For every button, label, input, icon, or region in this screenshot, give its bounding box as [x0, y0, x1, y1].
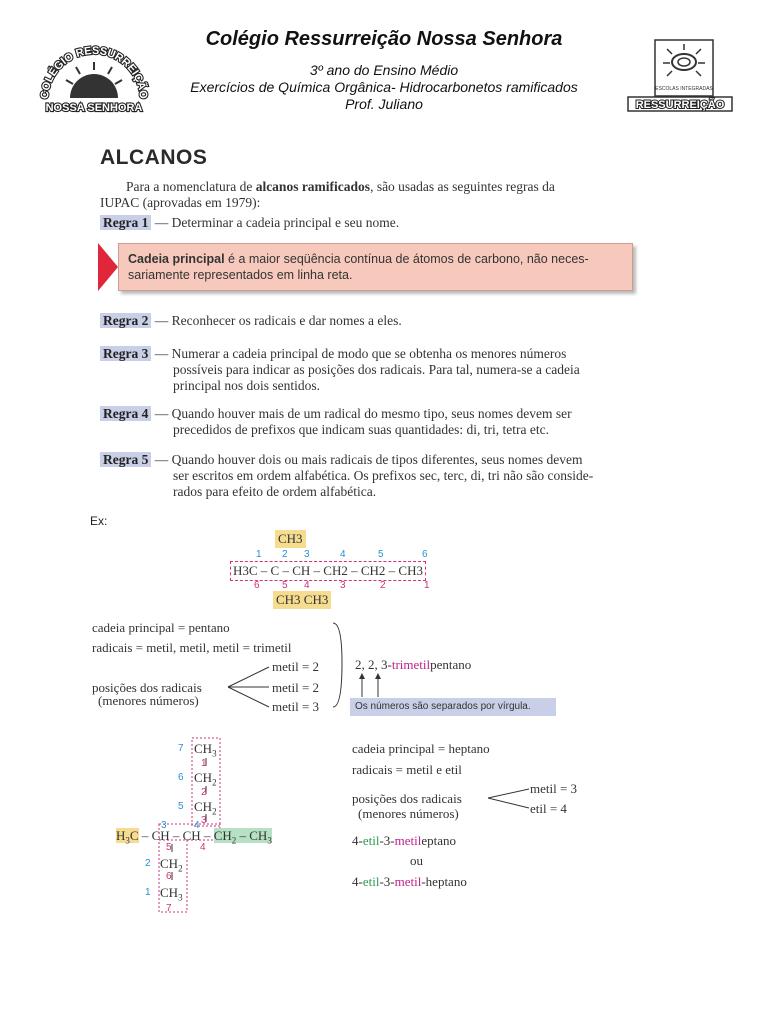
ex2-name2-b: etil: [362, 874, 380, 889]
ex2-cadeia: cadeia principal = heptano: [352, 741, 490, 756]
definition-arrow: [98, 243, 120, 296]
ex2-name1-b: etil: [362, 833, 380, 848]
rule-3: [100, 346, 660, 394]
intro-b: , são usadas as seguintes regras da: [370, 179, 555, 194]
intro-a: Para a nomenclatura de: [126, 179, 256, 194]
ex2-pos-1: metil = 3: [530, 781, 578, 796]
ex1-pos-2: metil = 2: [272, 680, 320, 695]
ex2-pnum: 4: [200, 842, 206, 853]
ex2-name1-e: eptano: [421, 833, 456, 848]
rule-1: [100, 215, 645, 231]
ex2-name2-a: 4-: [352, 874, 363, 889]
grade-line: 3º ano do Ensino Médio: [309, 62, 459, 78]
ex1-pink-num: 3: [340, 580, 346, 591]
ex1-pink-num: 2: [380, 580, 386, 591]
ex2-name-1: [352, 833, 456, 849]
ex1-note: Os números são separados por vírgula.: [350, 698, 556, 716]
ex1-pink-num: 5: [282, 580, 288, 591]
rule-3-label: Regra 3: [100, 346, 151, 361]
ex2-num: 5: [178, 801, 184, 812]
ex1-up-arrows: [356, 673, 386, 699]
ex2-pnum: 2: [201, 787, 207, 798]
rule-1-text: — Determinar a cadeia principal e seu nome.: [154, 215, 400, 230]
intro-bold: alcanos ramificados: [255, 179, 371, 194]
ex2-structure-frame: [110, 736, 310, 918]
example-label: Ex:: [90, 514, 108, 528]
ex2-name2-c: -3-: [379, 874, 395, 889]
rule-5-line3: rados para efeito de ordem alfabética.: [173, 484, 377, 499]
ex2-pnum: 7: [166, 903, 172, 914]
ex2-ch2-c: $CH_2$: [160, 856, 183, 874]
ex2-num: 4: [194, 820, 200, 831]
left-logo-top-text: COLÉGIO RESSURREIÇÃO: [38, 44, 150, 100]
ex2-pos-2: etil = 4: [530, 801, 567, 816]
rule-2-text: — Reconhecer os radicais e dar nomes a eles.: [154, 313, 402, 328]
ex1-radicais: radicais = metil, metil, metil = trimetil: [92, 640, 292, 655]
rule-4: [100, 406, 660, 438]
ex1-pink-num: 6: [254, 580, 260, 591]
rule-4-label: Regra 4: [100, 406, 151, 421]
school-name: Colégio Ressurreição Nossa Senhora: [205, 28, 563, 50]
ex1-blue-num: 4: [340, 549, 346, 560]
subject-line: Exercícios de Química Orgânica- Hidrocarbonetos ramificados: [190, 79, 578, 95]
right-logo-label: RESSURREIÇÃO: [635, 99, 725, 111]
intro-paragraph: [100, 179, 640, 211]
ex2-pnum: 6: [166, 871, 172, 882]
rule-3-line2: possíveis para indicar as posições dos radicais. Para tal, numera-se a cadeia: [173, 362, 580, 377]
rule-4-line1: — Quando houver mais de um radical do mesmo tipo, seus nomes devem ser: [154, 406, 572, 421]
ex1-blue-num: 5: [378, 549, 384, 560]
right-logo: [625, 38, 735, 116]
ex2-pos-sub: (menores números): [358, 806, 459, 821]
ex1-blue-num: 3: [304, 549, 310, 560]
ex2-connectors: [486, 786, 531, 812]
rule-4-line2: precedidos de prefixos que indicam suas quantidades: di, tri, tetra etc.: [173, 422, 550, 437]
ex1-pink-num: 4: [304, 580, 310, 591]
rule-5-line1: — Quando houver dois ou mais radicais de tipos diferentes, seus nomes devem: [154, 452, 583, 467]
ex2-num: 3: [161, 820, 167, 831]
definition-text: [128, 251, 628, 283]
right-logo-small-text: ESCOLAS INTEGRADAS: [655, 86, 713, 92]
ex2-name1-a: 4-: [352, 833, 363, 848]
ex1-connectors: [225, 615, 360, 715]
ex2-radicais: radicais = metil e etil: [352, 762, 462, 777]
ex2-name1-c: -3-: [379, 833, 395, 848]
ex2-num: 6: [178, 772, 184, 783]
ex2-pnum: 3: [201, 815, 207, 826]
ex2-ch2-a: $CH_2$: [194, 770, 217, 788]
ex2-num: 7: [178, 743, 184, 754]
ex2-pnum: 5: [166, 842, 172, 853]
section-title: ALCANOS: [100, 146, 208, 169]
ex2-ch2-b: $CH_2$: [194, 799, 217, 817]
ex2-ch3-top: $CH_3$: [194, 741, 217, 759]
rule-5-label: Regra 5: [100, 452, 151, 467]
ex2-ch3-bottom: $CH_3$: [160, 885, 183, 903]
ex2-name-2: [352, 874, 467, 890]
ex1-cadeia: cadeia principal = pentano: [92, 620, 230, 635]
left-logo-bottom-text: NOSSA SENHORA: [45, 102, 143, 114]
ex2-name1-d: metil: [394, 833, 422, 848]
ex1-pos-3: metil = 3: [272, 699, 320, 714]
ex2-ou: ou: [410, 853, 423, 868]
intro-c: IUPAC (aprovadas em 1979):: [100, 195, 261, 210]
ex1-blue-num: 2: [282, 549, 288, 560]
ex1-pink-num: 1: [424, 580, 430, 591]
definition-line2: sariamente representados em linha reta.: [128, 268, 353, 282]
ex1-pink-numbers: [230, 580, 450, 592]
ex2-num: 1: [145, 887, 151, 898]
rule-1-label: Regra 1: [100, 215, 151, 230]
ex1-blue-num: 1: [256, 549, 262, 560]
ex2-name2-e: -heptano: [421, 874, 467, 889]
ex1-bottom-groups: CH3 CH3: [273, 591, 331, 609]
rule-2-label: Regra 2: [100, 313, 151, 328]
ex1-top-group: CH3: [275, 530, 306, 548]
rule-3-line3: principal nos dois sentidos.: [173, 378, 320, 393]
ex1-name-suffix: pentano: [430, 657, 472, 672]
ex1-name-prefix: 2, 2, 3-: [355, 657, 392, 672]
ex1-pos-1: metil = 2: [272, 659, 320, 674]
ex1-blue-numbers: [230, 549, 450, 561]
ex1-main-chain: H3C – C – CH – CH2 – CH2 – CH3: [230, 561, 426, 581]
ex1-name: [355, 657, 471, 673]
ex1-name-mid: trimetil: [391, 657, 431, 672]
rule-5-line2: ser escritos em ordem alfabética. Os prefixos sec, terc, di, tri não são conside-: [173, 468, 594, 483]
rule-5: [100, 452, 660, 500]
ex2-pnum: 1: [201, 758, 207, 769]
ex1-pos-label: posições dos radicais: [92, 680, 202, 695]
ex1-blue-num: 6: [422, 549, 428, 560]
ex1-pos-sub: (menores números): [98, 693, 199, 708]
definition-line1: é a maior seqüência contínua de átomos de carbono, não neces-: [224, 252, 589, 266]
teacher-line: Prof. Juliano: [345, 96, 423, 112]
ex2-name2-d: metil: [394, 874, 422, 889]
rule-3-line1: — Numerar a cadeia principal de modo que se obtenha os menores números: [154, 346, 567, 361]
ex2-main-row: $H_3C$ – CH – CH – $CH_2 - CH_3$: [116, 828, 272, 846]
ex2-num: 2: [145, 858, 151, 869]
definition-term: Cadeia principal: [128, 252, 225, 266]
ex2-pos-label: posições dos radicais: [352, 791, 462, 806]
rule-2: [100, 313, 645, 329]
